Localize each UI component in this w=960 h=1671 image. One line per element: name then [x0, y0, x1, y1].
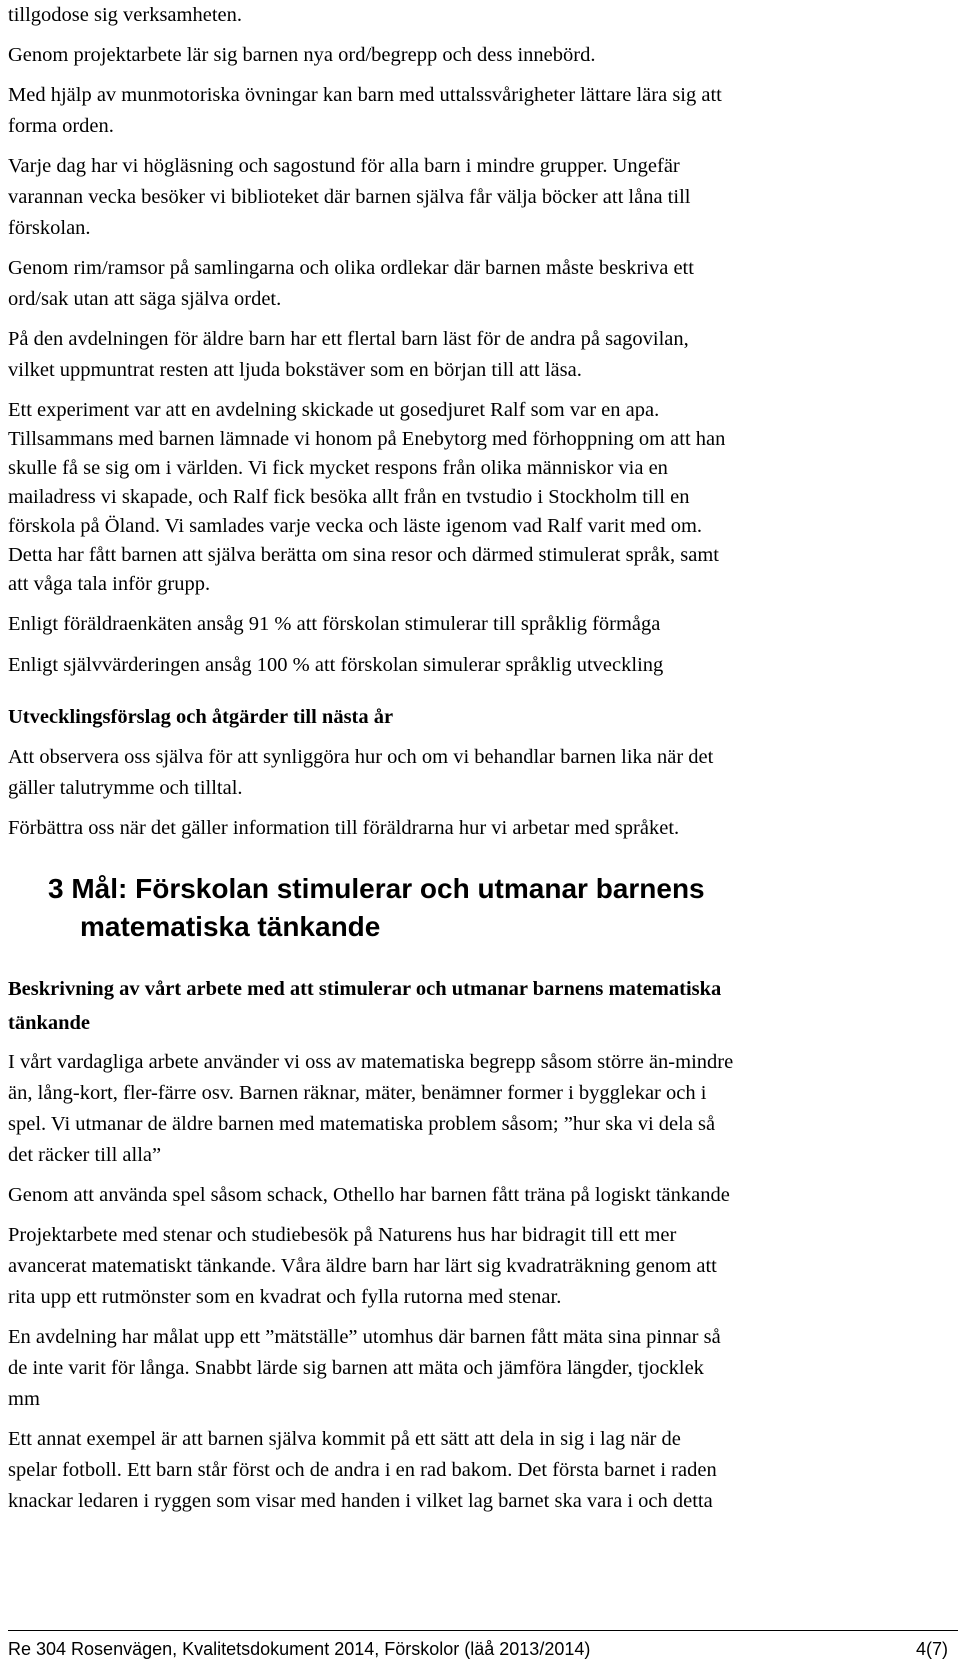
body-text-line: rita upp ett rutmönster som en kvadrat och fylla rutorna med stenar.: [8, 1286, 562, 1308]
body-text-line: Genom att använda spel såsom schack, Othello har barnen fått träna på logiskt tänkande: [8, 1184, 730, 1206]
body-text-line: gäller talutrymme och tilltal.: [8, 777, 243, 799]
body-text-line: Detta har fått barnen att själva berätta om sina resor och därmed stimulerat språk, samt: [8, 544, 719, 566]
body-text-line: Förbättra oss när det gäller information till föräldrarna hur vi arbetar med språket.: [8, 817, 680, 839]
body-text-line: att våga tala inför grupp.: [8, 573, 211, 595]
body-text-line: skulle få se sig om i världen. Vi fick mycket respons från olika människor via en: [8, 457, 668, 479]
body-text-line: Projektarbete med stenar och studiebesök på Naturens hus har bidragit till ett mer: [8, 1224, 677, 1246]
body-text-line: spel. Vi utmanar de äldre barnen med matematiska problem såsom; ”hur ska vi dela så: [8, 1113, 716, 1135]
body-text-line: Varje dag har vi högläsning och sagostund för alla barn i mindre grupper. Ungefär: [8, 155, 680, 177]
body-text-line: Genom rim/ramsor på samlingarna och olika ordlekar där barnen måste beskriva ett: [8, 257, 694, 279]
body-text-line: spelar fotboll. Ett barn står först och de andra i en rad bakom. Det första barnet i raden: [8, 1459, 717, 1481]
body-text-line: knackar ledaren i ryggen som visar med handen i vilket lag barnet ska vara i och detta: [8, 1490, 713, 1512]
body-text-line: mailadress vi skapade, och Ralf fick besöka allt från en tvstudio i Stockholm till en: [8, 486, 690, 508]
body-text-line: På den avdelningen för äldre barn har ett flertal barn läst för de andra på sagovilan,: [8, 328, 689, 350]
body-text-line: En avdelning har målat upp ett ”mätställe” utomhus där barnen fått mäta sina pinnar så: [8, 1326, 721, 1348]
chapter-heading-continued: matematiska tänkande: [80, 911, 381, 942]
section-subheading: Utvecklingsförslag och åtgärder till nästa år: [8, 706, 394, 728]
body-text-line: forma orden.: [8, 115, 114, 137]
body-text-line: än, lång-kort, fler-färre osv. Barnen räknar, mäter, benämner former i bygglekar och i: [8, 1082, 707, 1104]
body-text-line: mm: [8, 1388, 40, 1410]
body-text-line: Med hjälp av munmotoriska övningar kan barn med uttalssvårigheter lättare lära sig att: [8, 84, 722, 106]
body-text-line: förskolan.: [8, 217, 91, 239]
section-subheading: Beskrivning av vårt arbete med att stimulerar och utmanar barnens matematiska: [8, 978, 722, 1000]
body-text-line: de inte varit för långa. Snabbt lärde sig barnen att mäta och jämföra längder, tjocklek: [8, 1357, 704, 1379]
footer-document-info: Re 304 Rosenvägen, Kvalitetsdokument 2014, Förskolor (läå 2013/2014): [8, 1639, 591, 1659]
body-text-line: varannan vecka besöker vi biblioteket där barnen själva får välja böcker att låna till: [8, 186, 691, 208]
body-text-line: det räcker till alla”: [8, 1144, 162, 1166]
body-text-line: Ett annat exempel är att barnen själva kommit på ett sätt att dela in sig i lag när de: [8, 1428, 681, 1450]
section-subheading-continued: tänkande: [8, 1012, 91, 1034]
footer-page-number: 4(7): [915, 1639, 948, 1659]
body-text-line: avancerat matematiskt tänkande. Våra äldre barn har lärt sig kvadraträkning genom att: [8, 1255, 717, 1277]
body-text-line: vilket uppmuntrat resten att ljuda bokstäver som en början till att läsa.: [8, 359, 582, 381]
footer-divider: [8, 1630, 958, 1631]
body-text-line: Ett experiment var att en avdelning skickade ut gosedjuret Ralf som var en apa.: [8, 399, 660, 421]
survey-result-line: Enligt självvärderingen ansåg 100 % att förskolan simulerar språklig utveckling: [8, 654, 664, 676]
body-text-line: Genom projektarbete lär sig barnen nya ord/begrepp och dess innebörd.: [8, 44, 596, 66]
chapter-heading: 3 Mål: Förskolan stimulerar och utmanar barnens: [48, 873, 705, 904]
body-text-line: Tillsammans med barnen lämnade vi honom på Enebytorg med förhoppning om att han: [8, 428, 726, 450]
body-text-line: ord/sak utan att säga själva ordet.: [8, 288, 282, 310]
body-text-line: Att observera oss själva för att synliggöra hur och om vi behandlar barnen lika när det: [8, 746, 714, 768]
body-text-line: förskola på Öland. Vi samlades varje vecka och läste igenom vad Ralf varit med om.: [8, 515, 703, 537]
body-text-line: tillgodose sig verksamheten.: [8, 4, 242, 26]
survey-result-line: Enligt föräldraenkäten ansåg 91 % att förskolan stimulerar till språklig förmåga: [8, 613, 661, 635]
body-text-line: I vårt vardagliga arbete använder vi oss av matematiska begrepp såsom större än-mindre: [8, 1051, 734, 1073]
